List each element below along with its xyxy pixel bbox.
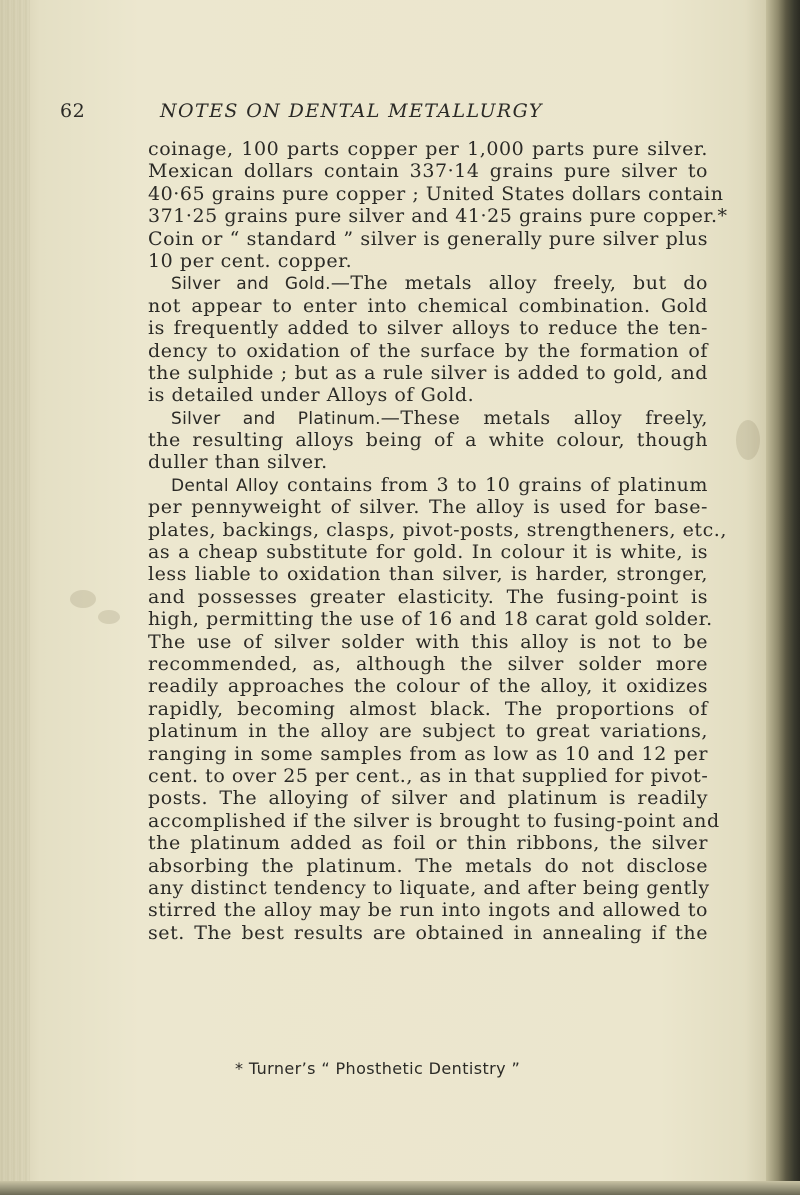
footnote: * Turner’s “ Phosthetic Dentistry ”: [235, 1059, 521, 1078]
page-title: NOTES ON DENTAL METALLURGY: [160, 100, 543, 122]
text-line: dency to oxidation of the surface by the formation of: [148, 339, 708, 362]
print-smudge: [98, 610, 120, 624]
section-line: [148, 407, 708, 429]
print-smudge: [70, 590, 96, 608]
text-line: duller than silver.: [148, 451, 328, 474]
text-line: is frequently added to silver alloys to reduce the ten-: [148, 317, 708, 340]
text-line: less liable to oxidation than silver, is harder, stronger,: [148, 563, 708, 586]
text-line: any distinct tendency to liquate, and after being gently: [148, 876, 710, 899]
text-line: ranging in some samples from as low as 10 and 12 per: [148, 742, 708, 765]
section-lead-text: contains from 3 to 10 grains of platinum: [279, 473, 709, 496]
page-fore-edge: [766, 0, 800, 1195]
print-smudge: [736, 420, 760, 460]
text-line: cent. to over 25 per cent., as in that supplied for pivot-: [148, 764, 709, 787]
section-heading: Silver and Platinum.: [171, 408, 381, 429]
text-line: platinum in the alloy are subject to great variations,: [148, 720, 708, 743]
text-line: is detailed under Alloys of Gold.: [148, 384, 475, 407]
text-line: stirred the alloy may be run into ingots and allowed to: [148, 899, 708, 922]
body-text: [148, 138, 728, 944]
text-line: the platinum added as foil or thin ribbons, the silver: [148, 832, 708, 855]
text-line: coinage, 100 parts copper per 1,000 parts pure silver.: [148, 138, 708, 160]
text-line: as a cheap substitute for gold. In colour it is white, is: [148, 541, 708, 564]
text-line: rapidly, becoming almost black. The proportions of: [148, 697, 708, 720]
text-line: and possesses greater elasticity. The fusing-point is: [148, 585, 708, 608]
text-line: high, permitting the use of 16 and 18 carat gold solder.: [148, 608, 713, 631]
text-line: posts. The alloying of silver and platinum is readily: [148, 787, 708, 810]
text-line: absorbing the platinum. The metals do not disclose: [148, 854, 708, 877]
text-line: set. The best results are obtained in annealing if the: [148, 921, 708, 944]
page-gutter-edge: [0, 0, 30, 1195]
section-line: [148, 272, 708, 294]
text-line: plates, backings, clasps, pivot-posts, strengtheners, etc.,: [148, 518, 727, 541]
text-line: Mexican dollars contain 337·14 grains pure silver to: [148, 160, 708, 183]
text-line: not appear to enter into chemical combination. Gold: [148, 294, 708, 317]
running-head: [60, 100, 740, 130]
text-line: 40·65 grains pure copper ; United States dollars contain: [148, 182, 724, 205]
page-bottom-edge: [0, 1181, 800, 1195]
text-line: recommended, as, although the silver solder more: [148, 652, 708, 675]
text-line: readily approaches the colour of the alloy, it oxidizes: [148, 675, 708, 698]
section-line: [148, 474, 708, 496]
section-lead-text: —The metals alloy freely, but do: [330, 272, 708, 295]
page-number: 62: [60, 100, 86, 122]
section-heading: Dental Alloy: [171, 475, 280, 496]
section-lead-text: —These metals alloy freely,: [380, 406, 708, 429]
text-line: 10 per cent. copper.: [148, 249, 353, 272]
section-heading: Silver and Gold.: [171, 274, 331, 295]
text-line: the sulphide ; but as a rule silver is added to gold, and: [148, 361, 708, 384]
text-line: The use of silver solder with this alloy is not to be: [148, 630, 708, 653]
text-line: Coin or “ standard ” silver is generally pure silver plus: [148, 227, 708, 250]
text-line: 371·25 grains pure silver and 41·25 grains pure copper.*: [148, 205, 728, 228]
text-line: the resulting alloys being of a white colour, though: [148, 429, 708, 452]
text-line: per pennyweight of silver. The alloy is used for base-: [148, 496, 708, 519]
text-line: accomplished if the silver is brought to fusing-point and: [148, 809, 720, 832]
